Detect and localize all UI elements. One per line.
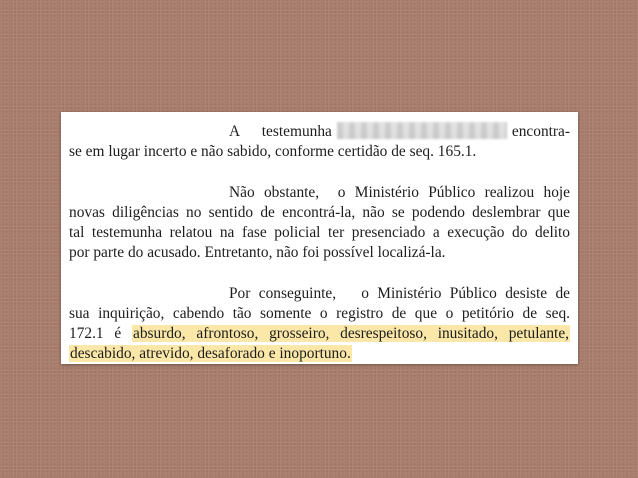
text-line (69, 324, 570, 344)
text-line: sua inquirição, cabendo tão somente o registro de que o petitório de seq. (69, 305, 570, 322)
paragraph-desistance (69, 284, 570, 364)
highlighted-text: absurdo, afrontoso, grosseiro, desrespeitoso, inusitado, petulante, (133, 325, 569, 342)
text-segment: Por conseguinte, o Ministério Público desiste de (229, 285, 570, 302)
text-line (69, 344, 570, 364)
text-line (69, 284, 570, 304)
text-segment: 172.1 é (69, 325, 122, 342)
text-line: por parte do acusado. Entretanto, não foi possível localizá-la. (69, 244, 446, 261)
text-line (69, 122, 570, 142)
text-segment: Não obstante, o Ministério Público realizou hoje (229, 184, 570, 201)
document-page (61, 112, 578, 364)
paragraph-witness (69, 122, 570, 162)
text-segment: encontra- (511, 123, 570, 140)
paragraph-diligences (69, 183, 570, 263)
text-line: novas diligências no sentido de encontrá-la, não se podendo deslembrar que (69, 204, 570, 221)
text-segment: A testemunha (229, 123, 332, 140)
redacted-name (337, 122, 507, 139)
text-line (69, 183, 570, 203)
highlighted-text: descabido, atrevido, desaforado e inoportuno. (70, 345, 351, 362)
text-line: tal testemunha relatou na fase policial ter presenciado a execução do delito (69, 224, 570, 241)
text-line: se em lugar incerto e não sabido, conforme certidão de seq. 165.1. (69, 143, 477, 160)
